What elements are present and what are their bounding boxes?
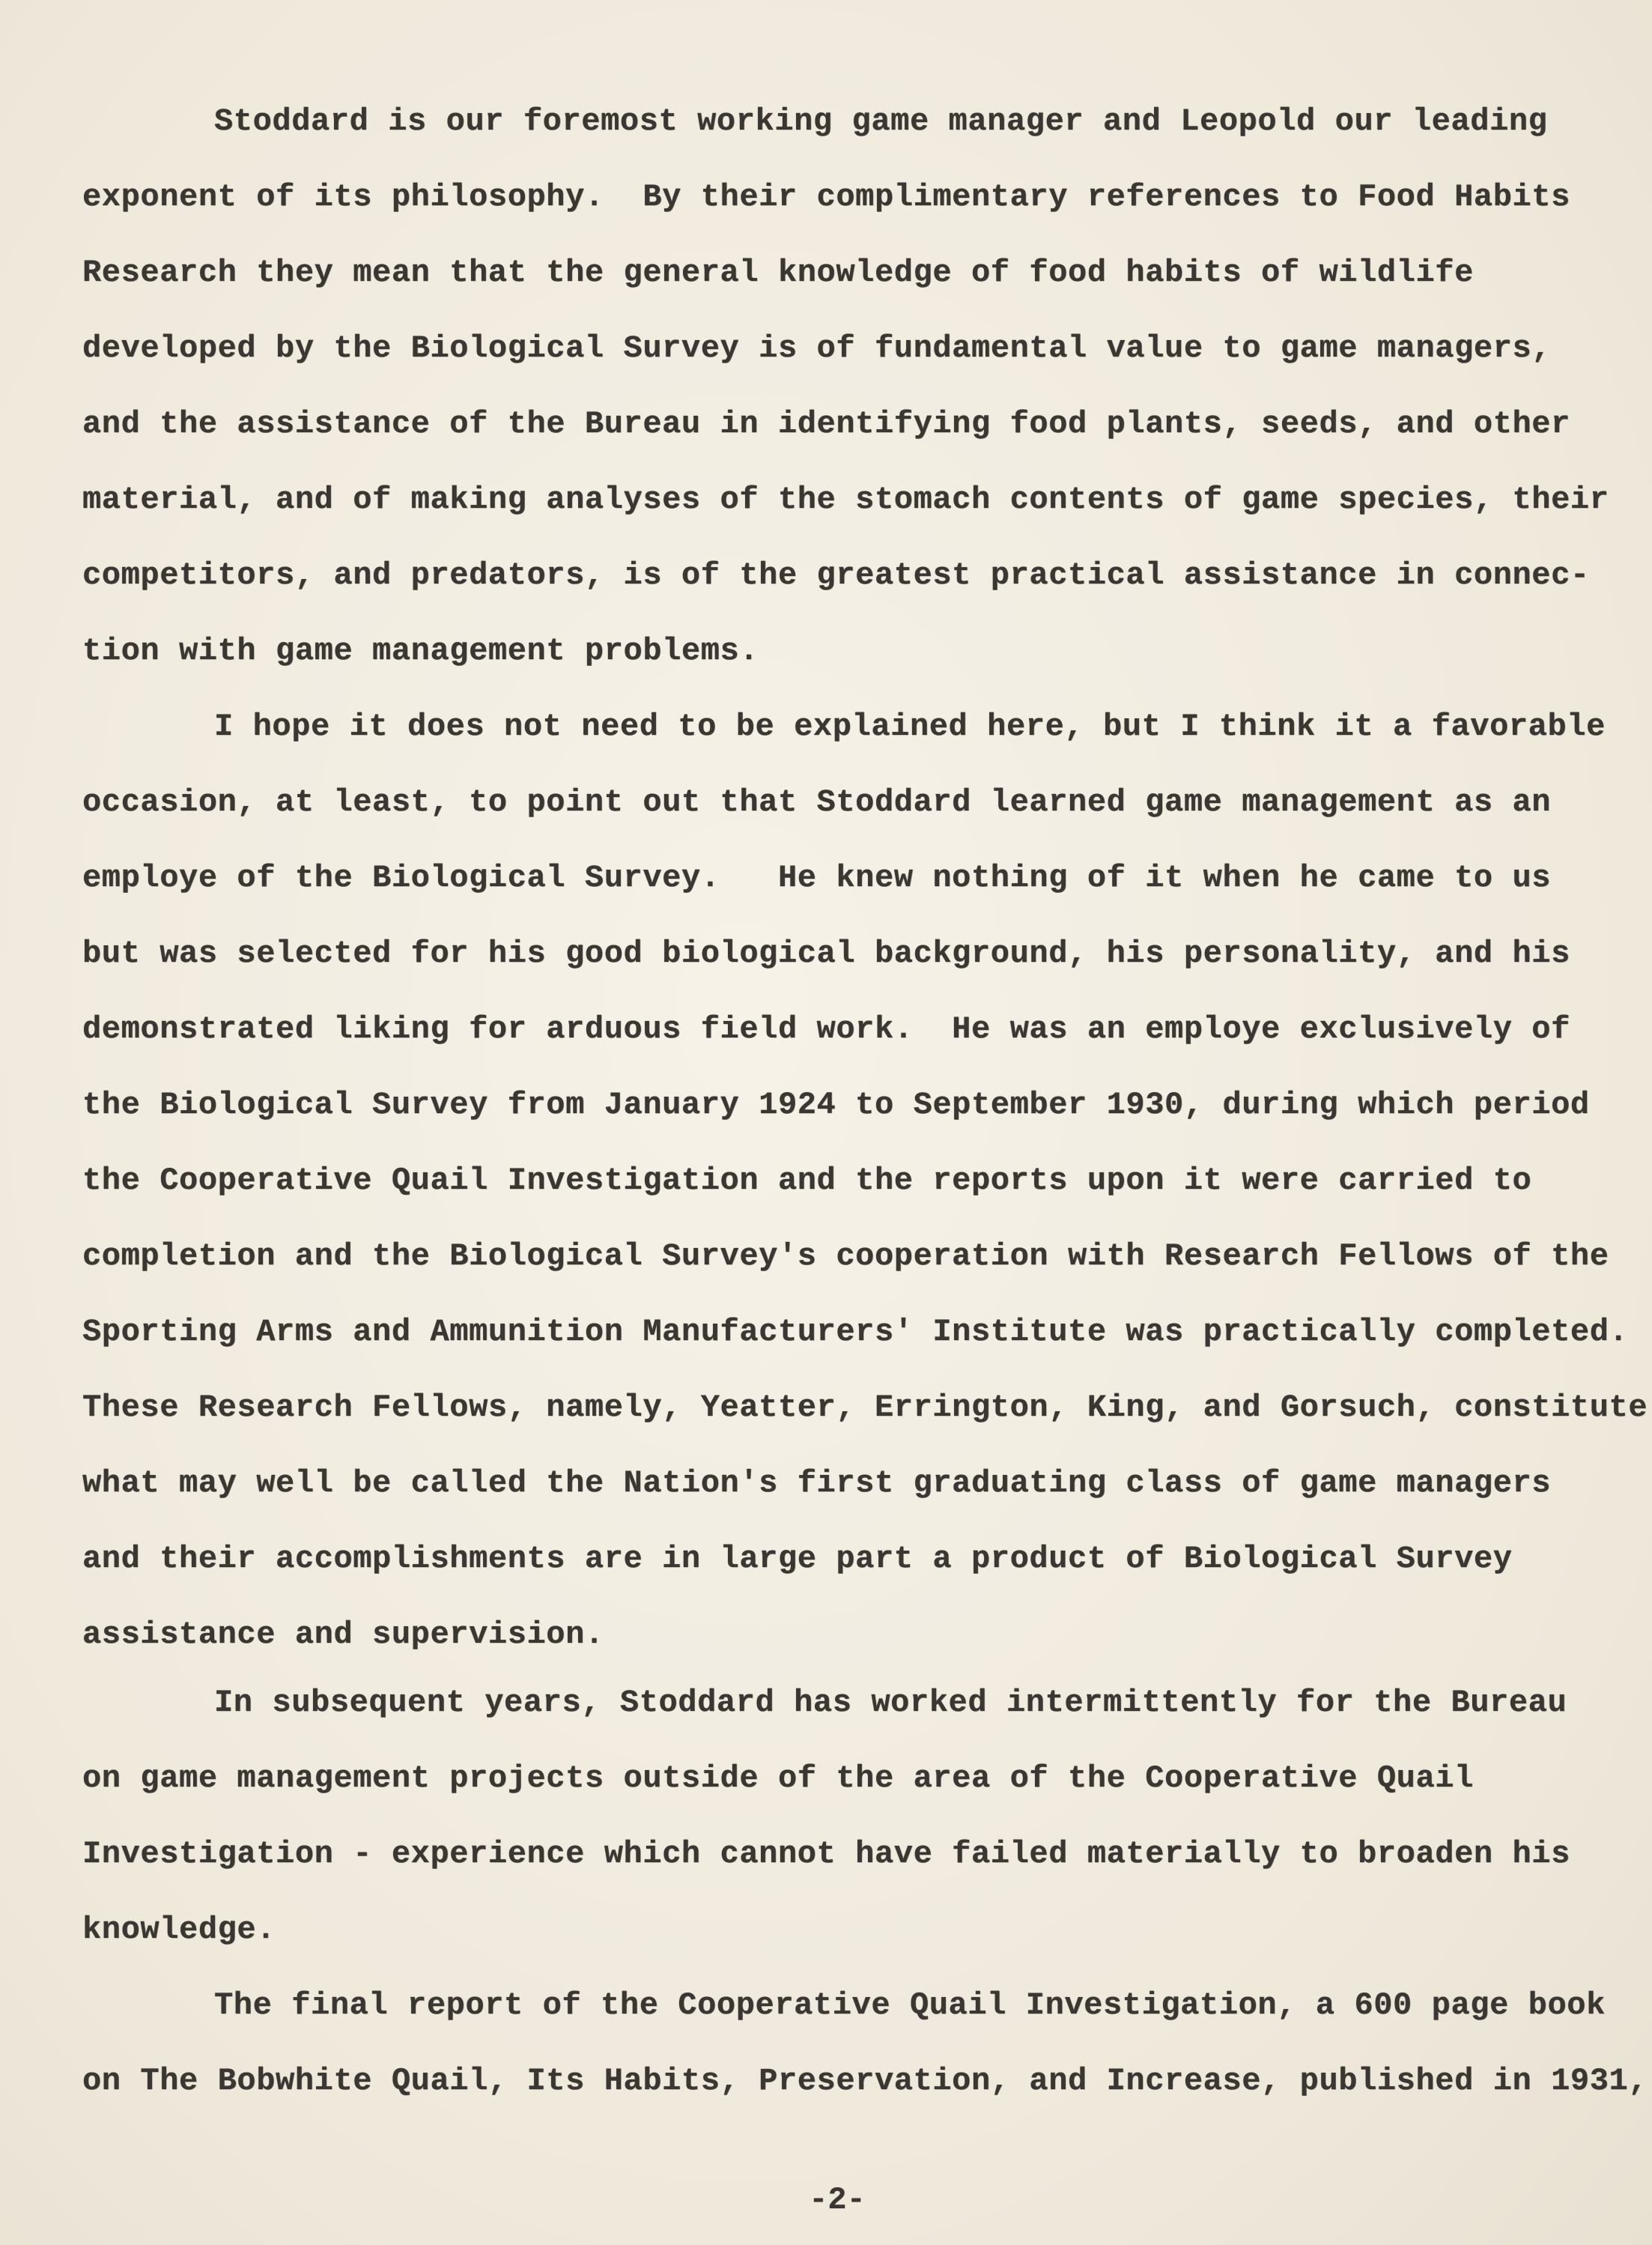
text-line: Investigation - experience which cannot have failed materially to broaden his <box>82 1836 1570 1872</box>
text-line: but was selected for his good biological background, his personality, and his <box>82 936 1570 972</box>
text-line: the Cooperative Quail Investigation and the reports upon it were carried to <box>82 1163 1532 1199</box>
text-line: assistance and supervision. <box>82 1617 604 1652</box>
text-line: employe of the Biological Survey. He knew nothing of it when he came to us <box>82 860 1552 896</box>
text-line: knowledge. <box>82 1912 276 1948</box>
text-line: occasion, at least, to point out that Stoddard learned game management as an <box>82 784 1552 820</box>
text-line: and their accomplishments are in large part a product of Biological Survey <box>82 1541 1513 1577</box>
text-line: These Research Fellows, namely, Yeatter, Errington, King, and Gorsuch, constitute <box>82 1390 1648 1426</box>
text-line: The final report of the Cooperative Quail Investigation, a 600 page book <box>214 1987 1606 2023</box>
text-line: on game management projects outside of the area of the Cooperative Quail <box>82 1760 1474 1796</box>
paragraph-1 <box>82 84 1609 689</box>
page-number: -2- <box>809 2182 866 2218</box>
text-line: what may well be called the Nation's first graduating class of game managers <box>82 1465 1552 1501</box>
paragraph-3 <box>82 1665 1595 1968</box>
text-line: completion and the Biological Survey's cooperation with Research Fellows of the <box>82 1238 1609 1274</box>
paragraph-2 <box>82 689 1648 1673</box>
text-line: the Biological Survey from January 1924 to September 1930, during which period <box>82 1087 1590 1123</box>
text-line: Stoddard is our foremost working game manager and Leopold our leading <box>214 103 1548 139</box>
text-line: on The Bobwhite Quail, Its Habits, Preservation, and Increase, published in 1931, <box>82 2063 1648 2099</box>
text-line: developed by the Biological Survey is of fundamental value to game managers, <box>82 330 1552 366</box>
text-line: tion with game management problems. <box>82 633 759 669</box>
text-line: I hope it does not need to be explained here, but I think it a favorable <box>214 709 1606 745</box>
text-line: Sporting Arms and Ammunition Manufacturers' Institute was practically completed. <box>82 1314 1629 1350</box>
text-line: demonstrated liking for arduous field work. He was an employe exclusively of <box>82 1011 1570 1047</box>
text-line: Research they mean that the general knowledge of food habits of wildlife <box>82 255 1474 291</box>
text-line: competitors, and predators, is of the greatest practical assistance in connec- <box>82 557 1590 593</box>
text-line: In subsequent years, Stoddard has worked intermittently for the Bureau <box>214 1685 1567 1721</box>
text-line: exponent of its philosophy. By their complimentary references to Food Habits <box>82 179 1570 215</box>
paragraph-4 <box>82 1968 1648 2119</box>
text-line: and the assistance of the Bureau in identifying food plants, seeds, and other <box>82 406 1570 442</box>
text-line: material, and of making analyses of the stomach contents of game species, their <box>82 482 1609 518</box>
